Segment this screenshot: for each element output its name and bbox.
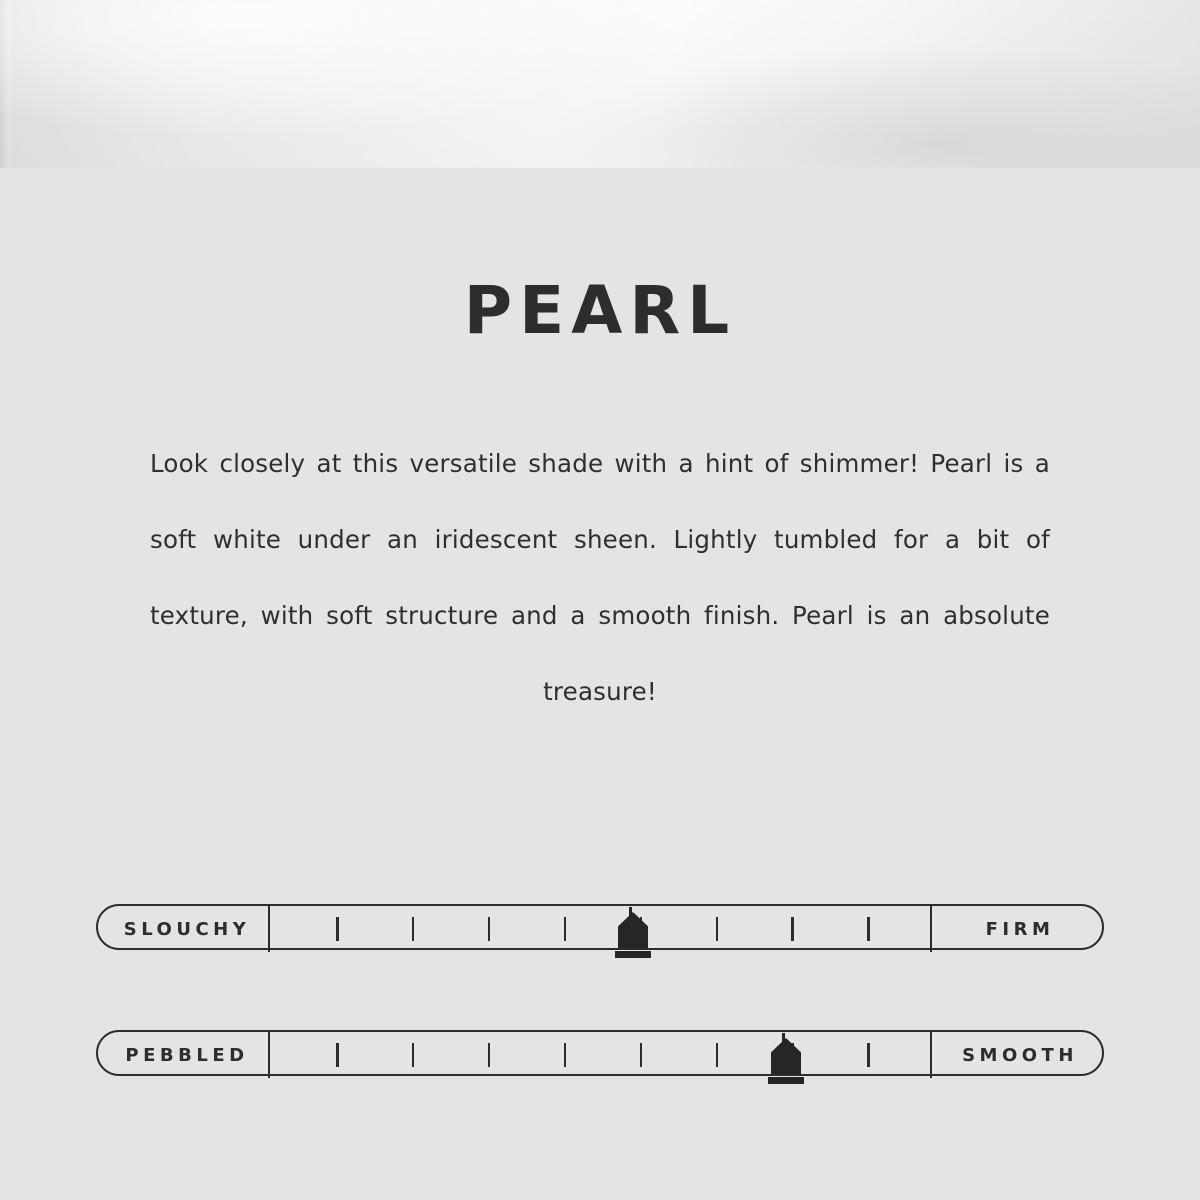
scale-tick — [867, 917, 870, 941]
scale-tick — [412, 917, 415, 941]
scale-tick — [488, 917, 491, 941]
scale-tick — [791, 1043, 794, 1067]
structure-scale-ticks — [270, 906, 930, 952]
scale-tick — [564, 1043, 567, 1067]
page-title: PEARL — [463, 272, 737, 349]
scale-tick — [336, 1043, 339, 1067]
scale-tick — [791, 917, 794, 941]
product-description: Look closely at this versatile shade with a hint of shimmer! Pearl is a soft white under an iridescent sheen. Lightly tumbled for a bit of texture, with soft structure and a smooth finish. Pearl is an absolute treasure! — [150, 449, 1050, 706]
scale-tick — [336, 917, 339, 941]
photo-edge-shadow — [0, 0, 14, 168]
structure-scale-track[interactable] — [96, 904, 1104, 950]
texture-scale[interactable] — [96, 1030, 1104, 1076]
scale-tick — [640, 917, 643, 941]
scale-tick — [564, 917, 567, 941]
fabric-photo-band — [0, 0, 1200, 168]
structure-scale[interactable] — [96, 904, 1104, 950]
scale-tick — [488, 1043, 491, 1067]
texture-scale-track[interactable] — [96, 1030, 1104, 1076]
card-content — [0, 168, 1200, 1200]
scale-tick — [867, 1043, 870, 1067]
scale-tick — [412, 1043, 415, 1067]
texture-scale-ticks — [270, 1032, 930, 1078]
texture-scale-left-label: PEBBLED — [98, 1032, 270, 1078]
marker-base — [615, 951, 651, 958]
structure-scale-right-label: FIRM — [930, 906, 1102, 952]
texture-scale-right-label: SMOOTH — [930, 1032, 1102, 1078]
scale-tick — [716, 1043, 719, 1067]
scale-tick — [716, 917, 719, 941]
structure-scale-left-label: SLOUCHY — [98, 906, 270, 952]
marker-base — [768, 1077, 804, 1084]
scale-tick — [640, 1043, 643, 1067]
